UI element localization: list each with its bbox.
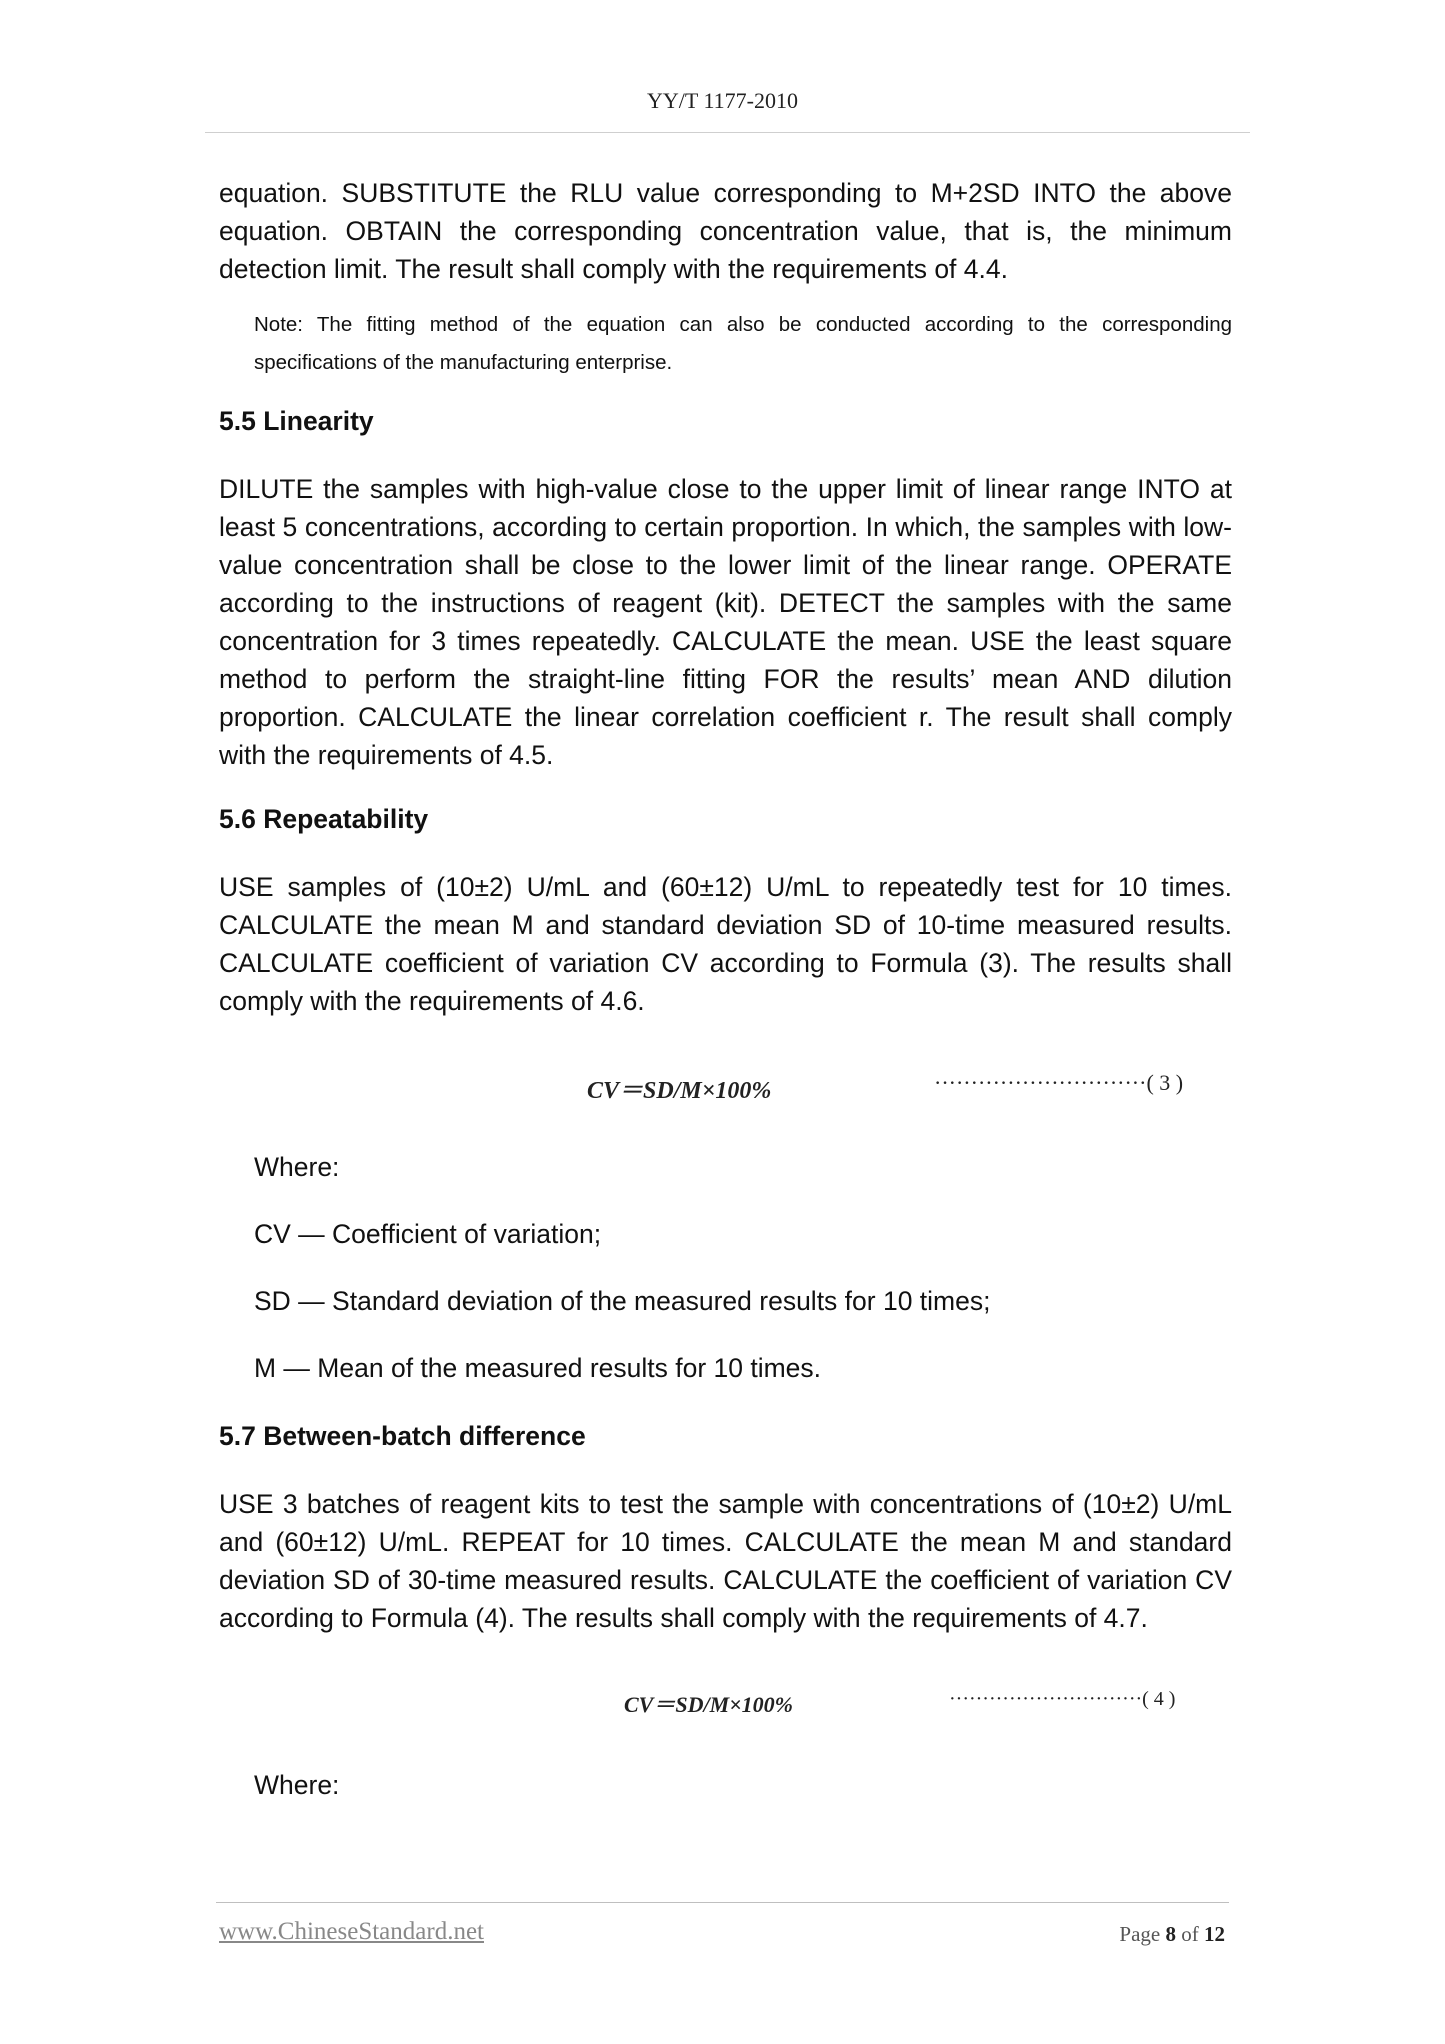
note-paragraph: Note: The fitting method of the equation can also be conducted according to the corresponding specifications of the manufacturing enterprise. [254,313,1232,374]
formula-4-number: ·····························( 4 ) [949,1688,1176,1710]
formula-4-row [219,1688,1232,1728]
section-5-6-text: USE samples of (10±2) U/mL and (60±12) U/mL to repeatedly test for 10 times. CALCULATE the mean M and standard deviation SD of 10-time measured results. CALCULATE coefficient of variation CV according to Formula (3). The results shall comply with the requirements of 4.6. [219,872,1232,1016]
section-5-5-title: 5.5 Linearity [219,406,374,436]
page-number [1119,1922,1225,1947]
intro-paragraph: equation. SUBSTITUTE the RLU value corresponding to M+2SD INTO the above equation. OBTAIN the corresponding concentration value, that is, the minimum detection limit. The result shall comply with the requirements of 4.4. [219,178,1232,284]
website-link[interactable]: www.ChineseStandard.net [219,1918,484,1945]
page-total: 12 [1204,1922,1225,1946]
section-5-7-title: 5.7 Between-batch difference [219,1421,586,1451]
header-divider [205,132,1250,133]
page-current: 8 [1165,1922,1176,1946]
footer-divider [216,1902,1229,1903]
section-5-7-text: USE 3 batches of reagent kits to test the sample with concentrations of (10±2) U/mL and (60±12) U/mL. REPEAT for 10 times. CALCULATE the mean M and standard deviation SD of 30-time measured results. CALCULATE the coefficient of variation CV according to Formula (4). The results shall comply with the requirements of 4.7. [219,1489,1232,1633]
section-5-6-title: 5.6 Repeatability [219,804,429,834]
where-label-1: Where: [254,1152,340,1182]
section-5-5-text: DILUTE the samples with high-value close to the upper limit of linear range INTO at least 5 concentrations, according to certain proportion. In which, the samples with low-value concentration shall be close to the lower limit of the linear range. OPERATE according to the instructions of reagent (kit). DETECT the samples with the same concentration for 3 times repeatedly. CALCULATE the mean. USE the least square method to perform the straight-line fitting FOR the results’ mean AND dilution proportion. CALCULATE the linear correlation coefficient r. The result shall comply with the requirements of 4.5. [219,474,1232,770]
definition-m: M — Mean of the measured results for 10 times. [254,1353,822,1383]
formula-3: CV＝SD/M×100% [587,1078,772,1104]
formula-3-number: ·····························( 3 ) [934,1070,1184,1095]
definition-cv: CV — Coefficient of variation; [254,1219,602,1249]
definition-sd: SD — Standard deviation of the measured results for 10 times; [254,1286,991,1316]
where-label-2: Where: [254,1770,340,1800]
formula-4: CV＝SD/M×100% [624,1692,794,1717]
page-content [219,174,1232,1804]
page-of: of [1181,1922,1199,1946]
formula-3-row [219,1070,1232,1110]
page-label: Page [1119,1922,1161,1946]
page-header: YY/T 1177-2010 [647,88,798,113]
